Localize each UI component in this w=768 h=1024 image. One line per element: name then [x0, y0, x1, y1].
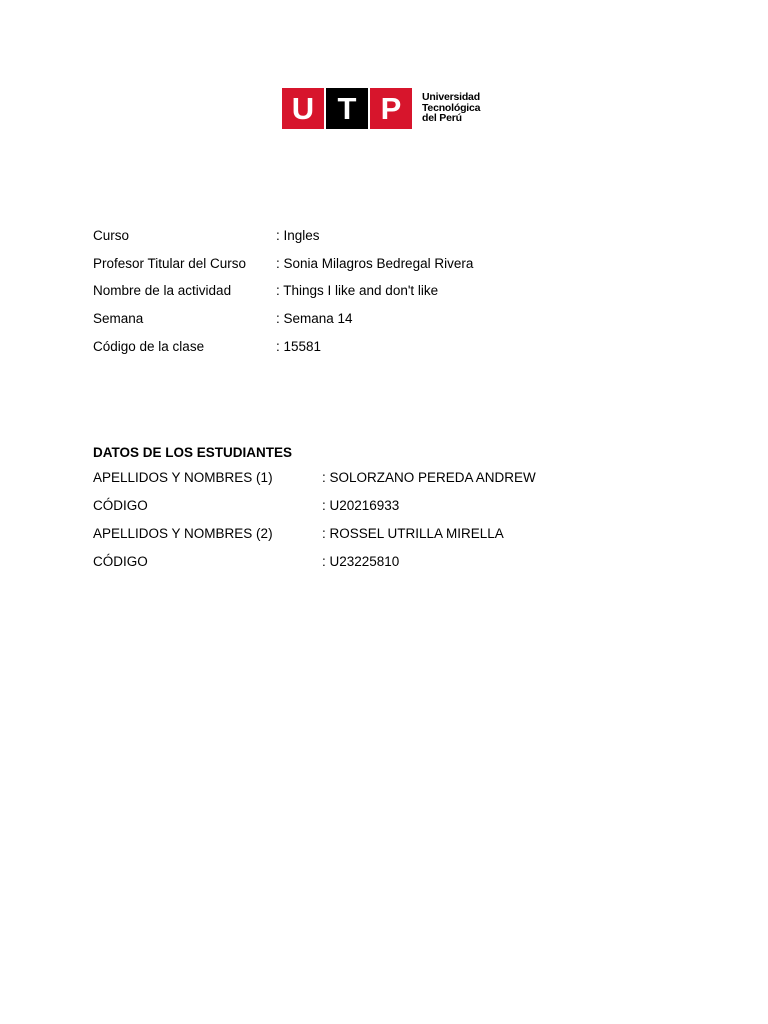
week-row	[93, 305, 473, 333]
logo-name-line-1: Universidad	[422, 91, 480, 104]
activity-value: : Things I like and don't like	[276, 283, 439, 299]
students-heading: DATOS DE LOS ESTUDIANTES	[93, 444, 293, 460]
student-2-name-value: : ROSSEL UTRILLA MIRELLA	[322, 525, 504, 541]
student-2-name-row	[93, 519, 536, 547]
course-label: Curso	[93, 228, 130, 244]
student-2-code-value: : U23225810	[322, 553, 400, 569]
activity-row	[93, 277, 473, 305]
student-1-code-row	[93, 491, 536, 519]
logo-university-name	[422, 92, 480, 124]
student-2-code-row	[93, 547, 536, 575]
logo-letter-t: T	[326, 88, 368, 129]
student-1-name-row	[93, 463, 536, 491]
course-value: : Ingles	[276, 228, 320, 244]
student-2-code-label: CÓDIGO	[93, 553, 148, 569]
student-1-name-label: APELLIDOS Y NOMBRES (1)	[93, 469, 273, 485]
student-1-name-value: : SOLORZANO PEREDA ANDREW	[322, 469, 536, 485]
class-code-row	[93, 332, 473, 360]
week-value: : Semana 14	[276, 311, 353, 327]
professor-label: Profesor Titular del Curso	[93, 255, 247, 271]
class-code-label: Código de la clase	[93, 338, 205, 354]
student-1-code-value: : U20216933	[322, 497, 400, 513]
professor-row	[93, 250, 473, 278]
student-2-name-label: APELLIDOS Y NOMBRES (2)	[93, 525, 273, 541]
utp-logo	[282, 87, 480, 129]
class-code-value: : 15581	[276, 338, 322, 354]
course-row	[93, 222, 473, 250]
professor-value: : Sonia Milagros Bedregal Rivera	[276, 255, 474, 271]
logo-letter-p: P	[370, 88, 412, 129]
student-1-code-label: CÓDIGO	[93, 497, 148, 513]
logo-letter-u: U	[282, 88, 324, 129]
activity-label: Nombre de la actividad	[93, 283, 232, 299]
course-info	[93, 222, 473, 360]
week-label: Semana	[93, 311, 144, 327]
students-section	[93, 441, 536, 575]
logo-name-line-3: del Perú	[422, 112, 462, 125]
logo-name-line-2: Tecnológica	[422, 101, 481, 114]
